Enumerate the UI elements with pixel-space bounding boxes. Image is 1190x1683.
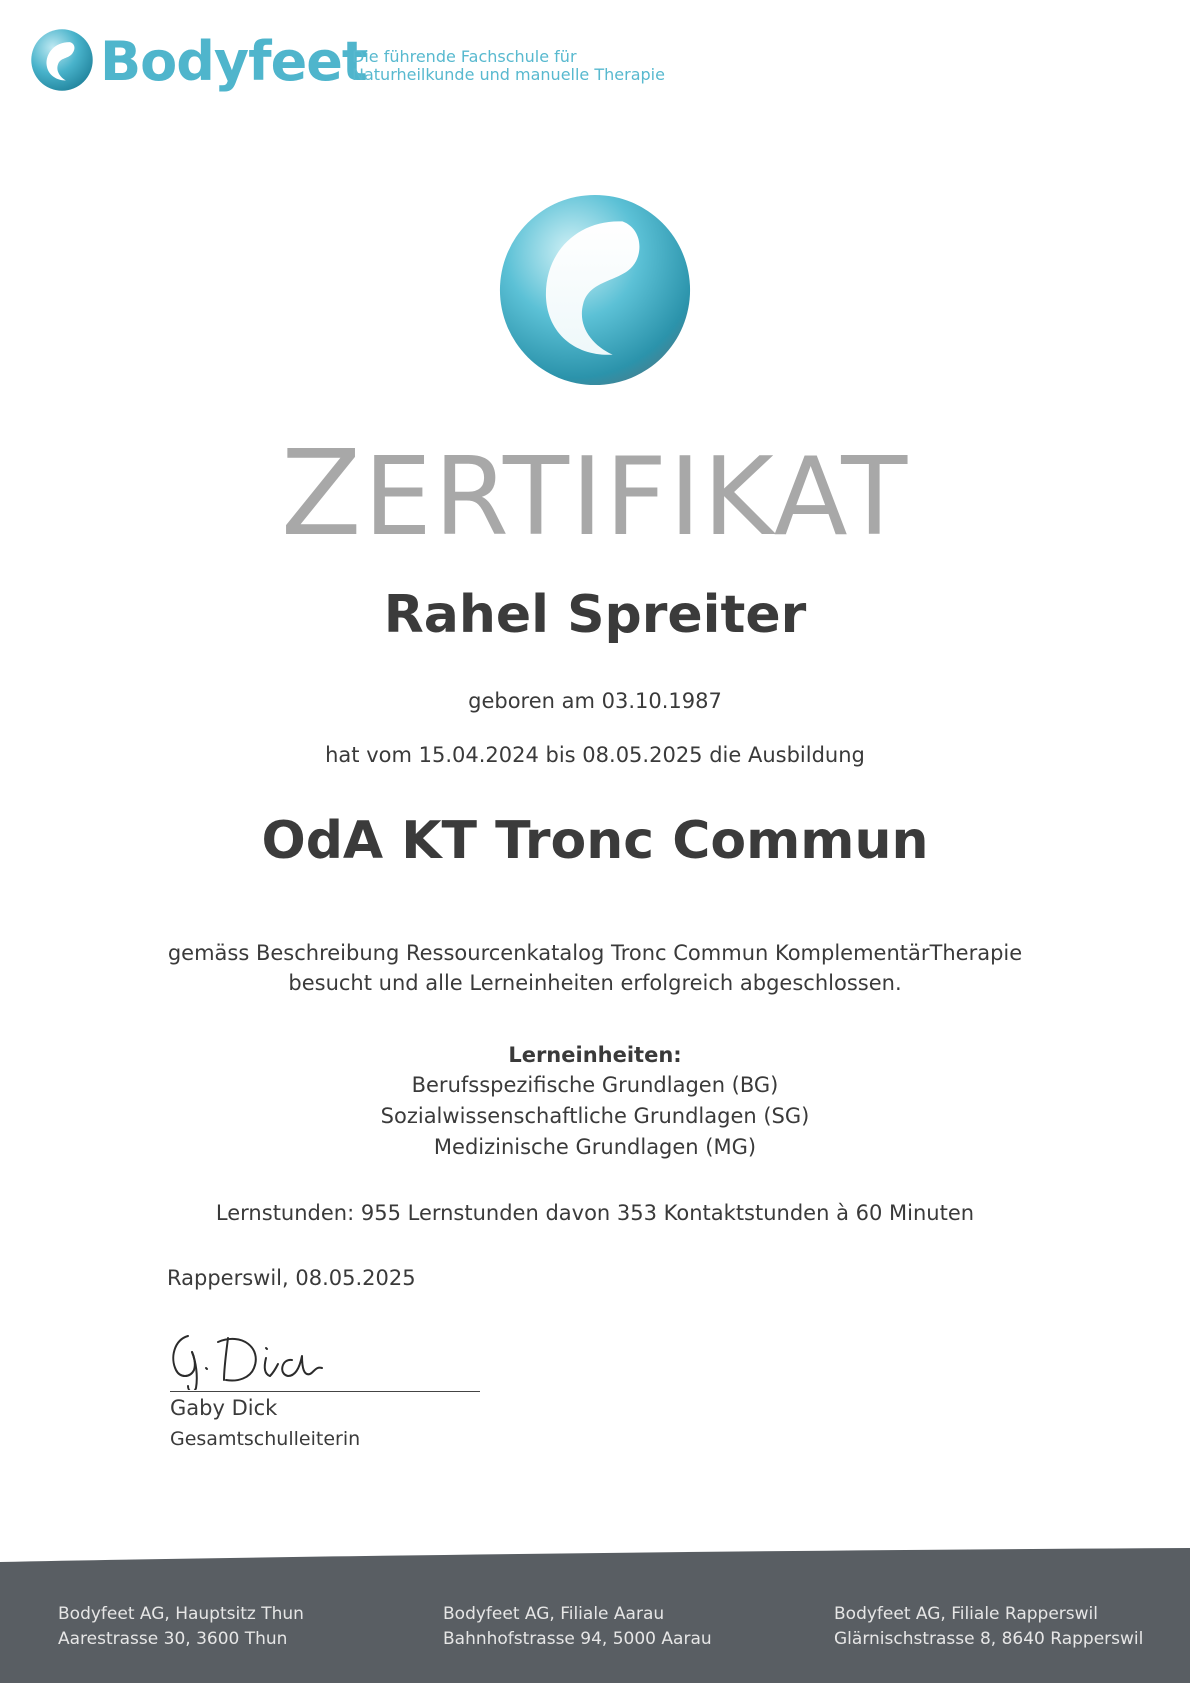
list-item: Berufsspezifische Grundlagen (BG) bbox=[411, 1073, 779, 1097]
footer-address-rapperswil bbox=[834, 1602, 1143, 1652]
footer-aarau-line-2: Bahnhofstrasse 94, 5000 Aarau bbox=[443, 1629, 712, 1649]
footer-thun-line-1: Bodyfeet AG, Hauptsitz Thun bbox=[58, 1604, 304, 1624]
title-rest: ERTIFIKAT bbox=[363, 435, 910, 560]
study-hours-line: Lernstunden: 955 Lernstunden davon 353 Kontaktstunden à 60 Minuten bbox=[215, 1201, 975, 1225]
signer-role: Gesamtschulleiterin bbox=[170, 1428, 361, 1450]
list-item: Sozialwissenschaftliche Grundlagen (SG) bbox=[380, 1104, 810, 1128]
list-item: Medizinische Grundlagen (MG) bbox=[433, 1135, 757, 1159]
tagline-line-1: Die führende Fachschule für bbox=[352, 47, 577, 66]
description-line-2: besucht und alle Lerneinheiten erfolgreich abgeschlossen. bbox=[288, 971, 902, 995]
place-date: Rapperswil, 08.05.2025 bbox=[167, 1266, 416, 1290]
units-list bbox=[0, 1070, 1190, 1163]
brand-name: Bodyfeet bbox=[100, 30, 367, 93]
footer-aarau-line-1: Bodyfeet AG, Filiale Aarau bbox=[443, 1604, 665, 1624]
footer-thun-line-2: Aarestrasse 30, 3600 Thun bbox=[58, 1629, 288, 1649]
signer-name: Gaby Dick bbox=[170, 1396, 278, 1420]
handwritten-signature bbox=[166, 1328, 336, 1390]
description-line-1: gemäss Beschreibung Ressourcenkatalog Tronc Commun KomplementärTherapie bbox=[167, 941, 1023, 965]
bodyfeet-logo-icon bbox=[30, 28, 94, 92]
units-heading: Lerneinheiten: bbox=[508, 1043, 682, 1067]
certificate-title bbox=[0, 424, 1190, 563]
course-name: OdA KT Tronc Commun bbox=[261, 811, 929, 871]
title-initial: Z bbox=[280, 424, 364, 562]
birth-date-line: geboren am 03.10.1987 bbox=[468, 689, 722, 713]
training-period-line: hat vom 15.04.2024 bis 08.05.2025 die Ausbildung bbox=[325, 743, 865, 767]
signature-line bbox=[170, 1391, 480, 1392]
footer-address-aarau bbox=[443, 1602, 712, 1652]
footer-address-thun bbox=[58, 1602, 304, 1652]
recipient-name: Rahel Spreiter bbox=[383, 585, 807, 645]
brand-tagline bbox=[352, 48, 665, 84]
bodyfeet-emblem-icon bbox=[497, 192, 693, 388]
footer-rapperswil-line-1: Bodyfeet AG, Filiale Rapperswil bbox=[834, 1604, 1099, 1624]
tagline-line-2: Naturheilkunde und manuelle Therapie bbox=[352, 65, 665, 84]
footer-rapperswil-line-2: Glärnischstrasse 8, 8640 Rapperswil bbox=[834, 1629, 1144, 1649]
